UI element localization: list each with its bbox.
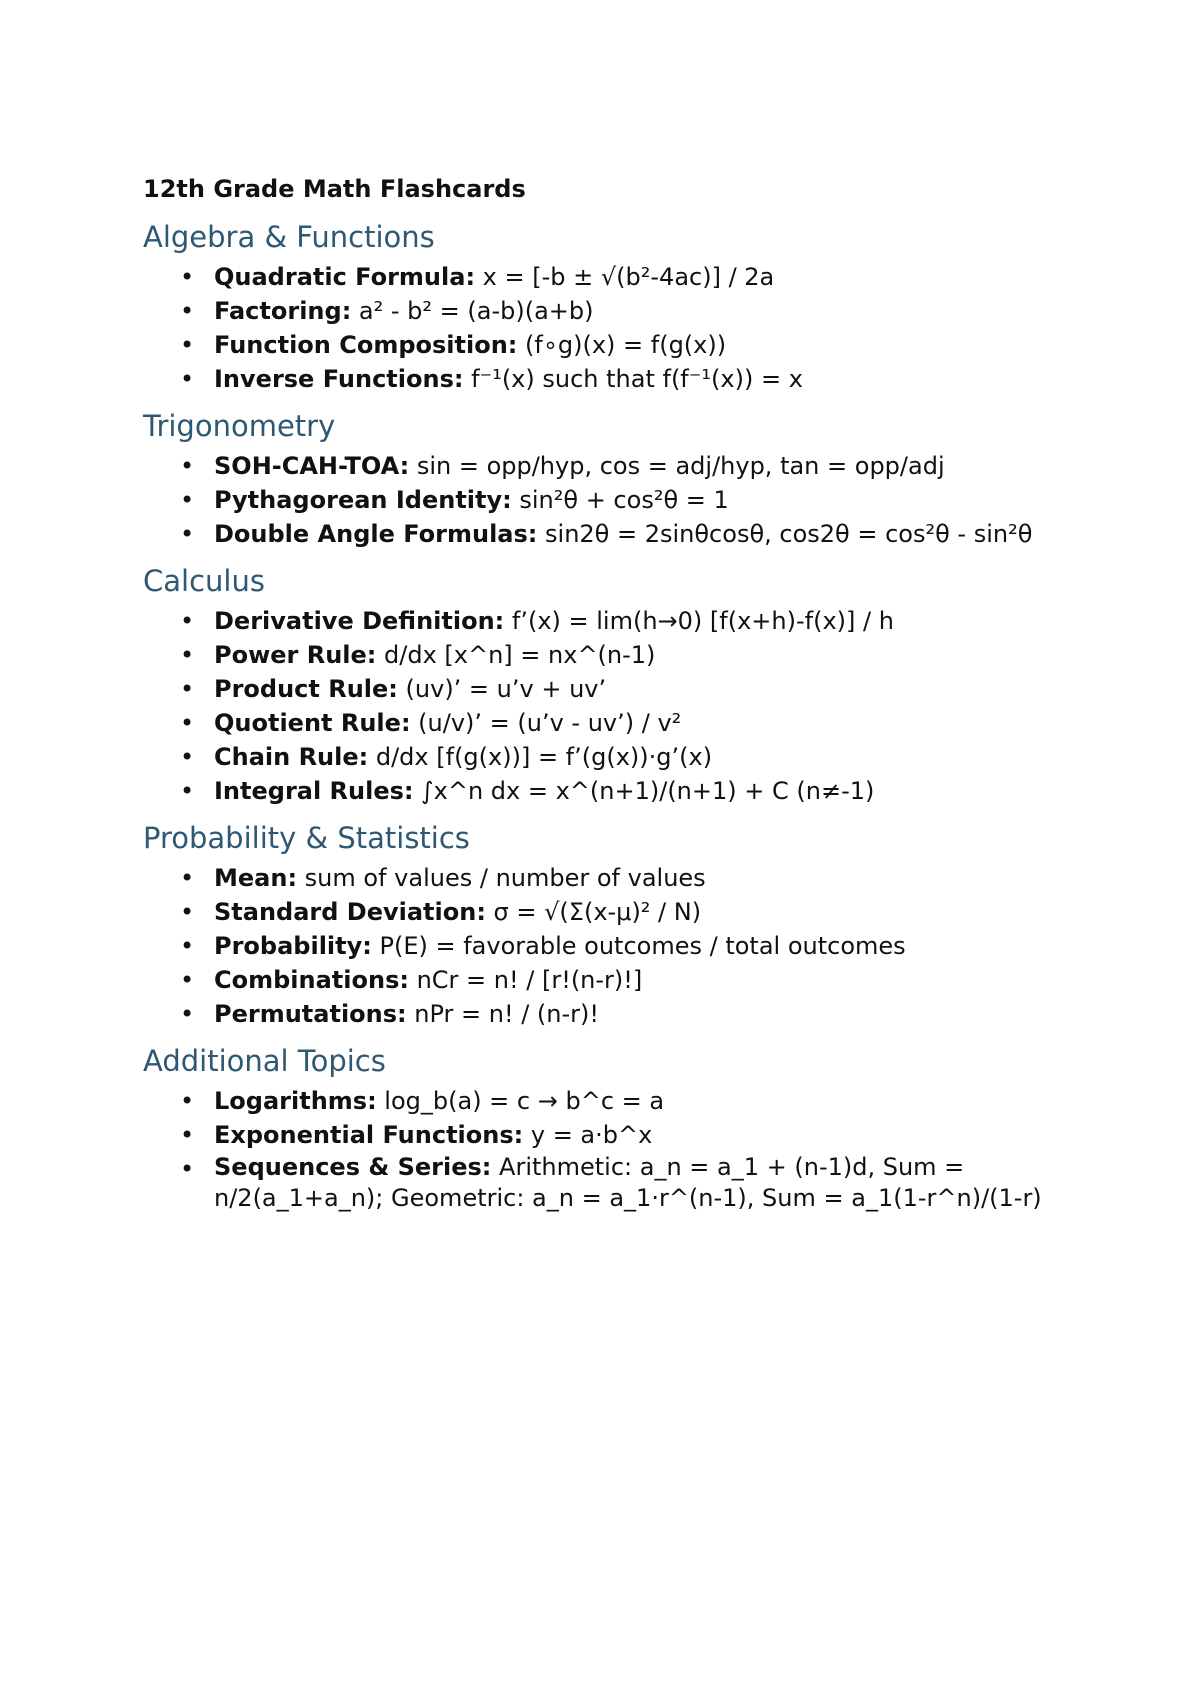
item-term: Power Rule: <box>214 641 377 669</box>
bullet-icon: • <box>180 1087 195 1115</box>
item-text: x = [-b ± √(b²-4ac)] / 2a <box>475 263 775 291</box>
list-item <box>143 997 1103 1031</box>
item-text: ∫x^n dx = x^(n+1)/(n+1) + C (n≠-1) <box>413 777 875 805</box>
bullet-icon: • <box>180 331 195 359</box>
list-item <box>143 362 1103 396</box>
bullet-icon: • <box>180 1121 195 1149</box>
list-item <box>143 638 1103 672</box>
item-term: Quadratic Formula: <box>214 263 476 291</box>
list-item <box>143 260 1103 294</box>
document-title: 12th Grade Math Flashcards <box>143 175 526 203</box>
item-term: Quotient Rule: <box>214 709 411 737</box>
list-item <box>143 706 1103 740</box>
section-heading: Probability & Statistics <box>143 821 470 855</box>
section-additional-topics <box>143 1042 1103 1214</box>
item-term: Sequences & Series: <box>214 1153 492 1181</box>
section-heading: Trigonometry <box>143 409 336 443</box>
list-item <box>143 740 1103 774</box>
item-term: Product Rule: <box>214 675 398 703</box>
item-term: Integral Rules: <box>214 777 414 805</box>
bullet-icon: • <box>180 709 195 737</box>
item-term: Exponential Functions: <box>214 1121 524 1149</box>
section-trigonometry <box>143 407 1103 551</box>
bullet-icon: • <box>180 1000 195 1028</box>
item-text: sin = opp/hyp, cos = adj/hyp, tan = opp/adj <box>409 452 945 480</box>
list-item <box>143 895 1103 929</box>
section-heading: Additional Topics <box>143 1044 386 1078</box>
section-heading: Algebra & Functions <box>143 220 435 254</box>
list-item <box>143 672 1103 706</box>
item-term: Derivative Definition: <box>214 607 505 635</box>
list-item <box>143 604 1103 638</box>
item-term: Combinations: <box>214 966 409 994</box>
item-text: f’(x) = lim(h→0) [f(x+h)-f(x)] / h <box>504 607 894 635</box>
document-page <box>143 172 1103 1225</box>
item-text: log_b(a) = c → b^c = a <box>376 1087 665 1115</box>
item-term: Chain Rule: <box>214 743 369 771</box>
bullet-icon: • <box>180 297 195 325</box>
list-item <box>143 449 1103 483</box>
bullet-icon: • <box>180 486 195 514</box>
item-term: Factoring: <box>214 297 352 325</box>
item-text: (f∘g)(x) = f(g(x)) <box>517 331 727 359</box>
bullet-list <box>143 449 1103 551</box>
item-text: Arithmetic: a_n = a_1 + (n-1)d, Sum = n/2(a_1+a_n); Geometric: a_n = a_1·r^(n-1), Sum = a_1(1-r^n)/(1-r) <box>214 1153 1042 1212</box>
bullet-icon: • <box>180 777 195 805</box>
item-text: a² - b² = (a-b)(a+b) <box>351 297 594 325</box>
item-text: f⁻¹(x) such that f(f⁻¹(x)) = x <box>463 365 803 393</box>
list-item <box>143 1118 1103 1152</box>
item-text: d/dx [x^n] = nx^(n-1) <box>376 641 656 669</box>
bullet-icon: • <box>180 607 195 635</box>
section-calculus <box>143 562 1103 808</box>
bullet-icon: • <box>180 675 195 703</box>
item-text: nCr = n! / [r!(n-r)!] <box>408 966 643 994</box>
list-item <box>143 963 1103 997</box>
item-text: nPr = n! / (n-r)! <box>406 1000 600 1028</box>
list-item <box>143 517 1103 551</box>
item-text: d/dx [f(g(x))] = f’(g(x))·g’(x) <box>368 743 713 771</box>
bullet-list <box>143 1084 1103 1214</box>
list-item <box>143 1152 1103 1214</box>
list-item <box>143 483 1103 517</box>
item-text: (uv)’ = u’v + uv’ <box>397 675 607 703</box>
item-term: Double Angle Formulas: <box>214 520 538 548</box>
item-term: Probability: <box>214 932 372 960</box>
item-text: P(E) = favorable outcomes / total outcomes <box>371 932 906 960</box>
list-item <box>143 929 1103 963</box>
item-term: Function Composition: <box>214 331 518 359</box>
bullet-icon: • <box>180 641 195 669</box>
section-algebra-functions <box>143 218 1103 396</box>
bullet-icon: • <box>180 898 195 926</box>
item-text: sin2θ = 2sinθcosθ, cos2θ = cos²θ - sin²θ <box>537 520 1033 548</box>
list-item <box>143 1084 1103 1118</box>
bullet-list <box>143 861 1103 1031</box>
item-term: Mean: <box>214 864 298 892</box>
item-text: σ = √(Σ(x-μ)² / N) <box>485 898 702 926</box>
item-text: sum of values / number of values <box>297 864 706 892</box>
item-text: (u/v)’ = (u’v - uv’) / v² <box>410 709 682 737</box>
bullet-list <box>143 260 1103 396</box>
list-item <box>143 294 1103 328</box>
bullet-icon: • <box>180 1155 195 1183</box>
list-item <box>143 328 1103 362</box>
item-term: Pythagorean Identity: <box>214 486 512 514</box>
list-item <box>143 774 1103 808</box>
item-term: Permutations: <box>214 1000 407 1028</box>
bullet-icon: • <box>180 263 195 291</box>
bullet-list <box>143 604 1103 808</box>
bullet-icon: • <box>180 743 195 771</box>
bullet-icon: • <box>180 365 195 393</box>
section-heading: Calculus <box>143 564 265 598</box>
item-term: Logarithms: <box>214 1087 377 1115</box>
item-term: SOH-CAH-TOA: <box>214 452 410 480</box>
item-term: Inverse Functions: <box>214 365 464 393</box>
item-term: Standard Deviation: <box>214 898 486 926</box>
bullet-icon: • <box>180 864 195 892</box>
bullet-icon: • <box>180 932 195 960</box>
bullet-icon: • <box>180 520 195 548</box>
section-probability-statistics <box>143 819 1103 1031</box>
bullet-icon: • <box>180 452 195 480</box>
bullet-icon: • <box>180 966 195 994</box>
item-text: y = a·b^x <box>523 1121 653 1149</box>
item-text: sin²θ + cos²θ = 1 <box>511 486 729 514</box>
list-item <box>143 861 1103 895</box>
